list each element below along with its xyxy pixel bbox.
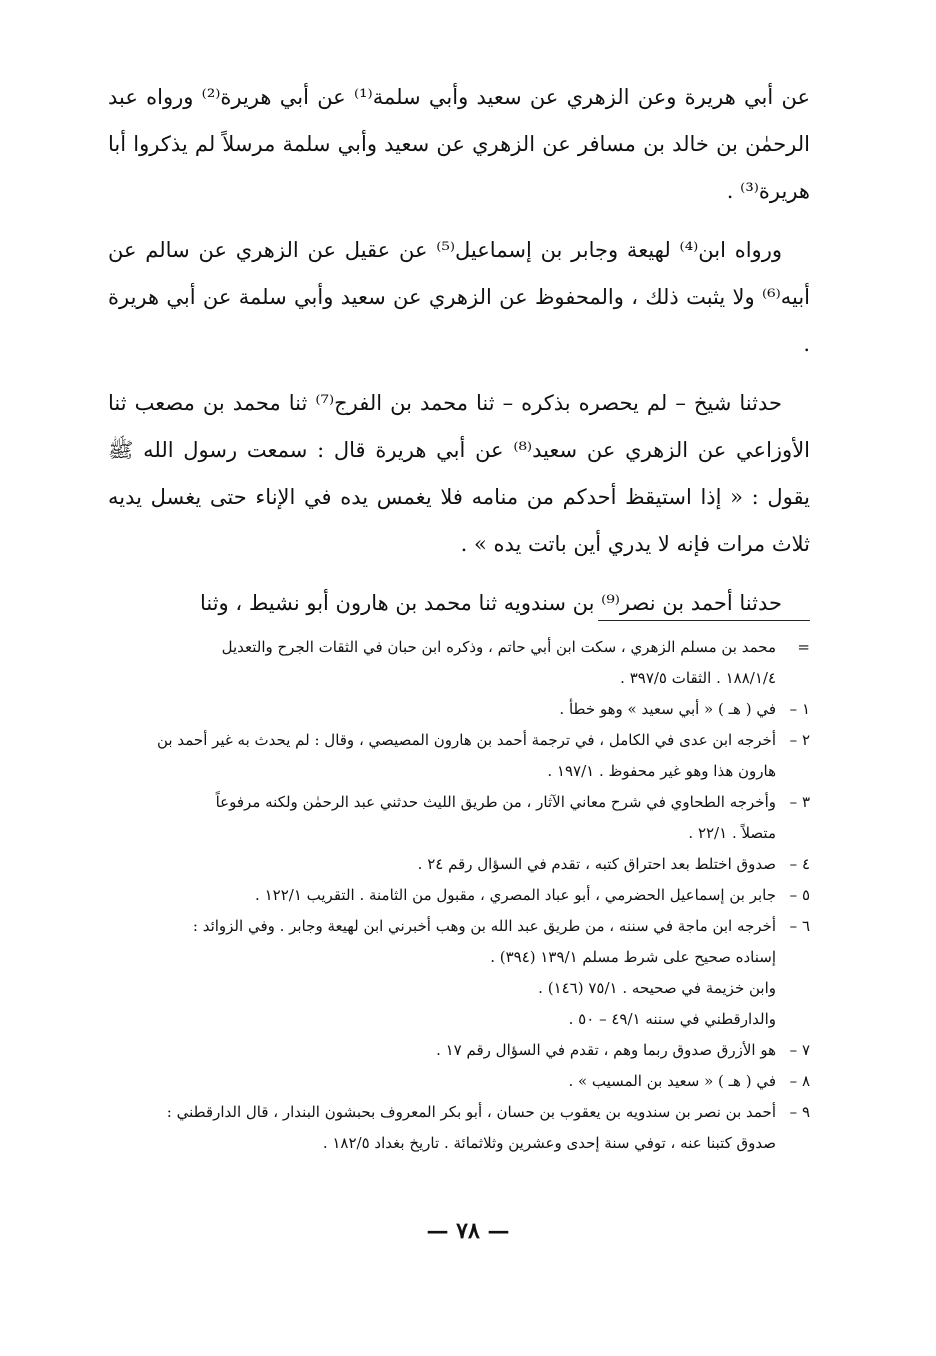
footnote-line: ١٨٨/١/٤ . الثقات ٣٩٧/٥ .	[620, 669, 776, 687]
footnote-1	[108, 694, 810, 725]
footnote-line: هو الأزرق صدوق ربما وهم ، تقدم في السؤال رقم ١٧ .	[436, 1041, 776, 1059]
footnote-line: هارون هذا وهو غير محفوظ . ١٩٧/١ .	[547, 762, 776, 780]
footnote-number: ٢ –	[789, 731, 810, 749]
footnote-number: ٣ –	[789, 793, 810, 811]
footnote-8	[108, 1066, 810, 1097]
paragraph-1: عن أبي هريرة وعن الزهري عن سعيد وأبي سلمة⁽¹⁾ عن أبي هريرة⁽²⁾ ورواه عبد الرحمٰن بن خالد بن مسافر عن الزهري عن سعيد وأبي سلمة مرسلاً لم يذكروا أبا هريرة⁽³⁾ .	[108, 85, 810, 203]
footnote-number: ٤ –	[789, 855, 810, 873]
footnote-9	[108, 1097, 810, 1159]
footnote-line: صدوق اختلط بعد احتراق كتبه ، تقدم في السؤال رقم ٢٤ .	[417, 855, 776, 873]
footnote-line: في ( هـ ) « أبي سعيد » وهو خطأ .	[559, 700, 776, 718]
footnote-line: أخرجه ابن عدى في الكامل ، في ترجمة أحمد بن هارون المصيصي ، وقال : لم يحدث به غير أحمد بن	[157, 731, 776, 749]
footnote-7	[108, 1035, 810, 1066]
footnote-separator	[598, 620, 810, 621]
footnote-line: أخرجه ابن ماجة في سننه ، من طريق عبد الله بن وهب أخبرني ابن لهيعة وجابر . وفي الزوائد :	[192, 917, 776, 935]
footnote-number: ٥ –	[789, 886, 810, 904]
footnote-number: ٧ –	[789, 1041, 810, 1059]
footnote-line: متصلاً . ٢٢/١ .	[688, 824, 776, 842]
footnote-4	[108, 849, 810, 880]
footnote-number: ٨ –	[789, 1072, 810, 1090]
footnote-line: وأخرجه الطحاوي في شرح معاني الآثار ، من طريق الليث حدثني عبد الرحمٰن ولكنه مرفوعاً	[215, 793, 776, 811]
main-text	[108, 74, 810, 639]
footnote-line: إسناده صحيح على شرط مسلم ١٣٩/١ (٣٩٤) .	[490, 948, 776, 966]
footnotes	[108, 632, 810, 1159]
page-number: — ٧٨ —	[426, 1218, 510, 1244]
footnote-6	[108, 911, 810, 1035]
footnote-line: والدارقطني في سننه ٤٩/١ – ٥٠ .	[568, 1010, 776, 1028]
footnote-number: ١ –	[789, 700, 810, 718]
footnote-line: وابن خزيمة في صحيحه . ٧٥/١ (١٤٦) .	[538, 979, 776, 997]
paragraph-3: حدثنا شيخ – لم يحصره بذكره – ثنا محمد بن الفرج⁽⁷⁾ ثنا محمد بن مصعب ثنا الأوزاعي عن الزهري عن سعيد⁽⁸⁾ عن أبي هريرة قال : سمعت رسول الله ﷺ يقول : « إذا استيقظ أحدكم من منامه فلا يغمس يده في الإناء حتى يغسل يديه ثلاث مرات فإنه لا يدري أين باتت يده » .	[108, 391, 810, 556]
footnote-number: ٩ –	[789, 1103, 810, 1121]
footnote-5	[108, 880, 810, 911]
footnote-line: جابر بن إسماعيل الحضرمي ، أبو عباد المصري ، مقبول من الثامنة . التقريب ١٢٢/١ .	[255, 886, 776, 904]
footnote-2	[108, 725, 810, 787]
footnote-line: أحمد بن نصر بن سندويه بن يعقوب بن حسان ، أبو بكر المعروف بحبشون البندار ، قال الدارقطني :	[166, 1103, 776, 1121]
footnote-line: صدوق كتبنا عنه ، توفي سنة إحدى وعشرين وثلاثمائة . تاريخ بغداد ١٨٢/٥ .	[322, 1134, 776, 1152]
footnote-number: =	[797, 638, 810, 656]
footnote-continuation	[108, 632, 810, 694]
paragraph-2: ورواه ابن⁽⁴⁾ لهيعة وجابر بن إسماعيل⁽⁵⁾ عن عقيل عن الزهري عن سالم عن أبيه⁽⁶⁾ ولا يثبت ذلك ، والمحفوظ عن الزهري عن سعيد وأبي سلمة عن أبي هريرة .	[108, 238, 810, 356]
footnote-number: ٦ –	[789, 917, 810, 935]
paragraph-4: حدثنا أحمد بن نصر⁽⁹⁾ بن سندويه ثنا محمد بن هارون أبو نشيط ، وثنا	[199, 591, 782, 615]
footnote-line: في ( هـ ) « سعيد بن المسيب » .	[568, 1072, 776, 1090]
footnote-line: محمد بن مسلم الزهري ، سكت ابن أبي حاتم ، وذكره ابن حبان في الثقات الجرح والتعديل	[221, 638, 776, 656]
footnote-3	[108, 787, 810, 849]
